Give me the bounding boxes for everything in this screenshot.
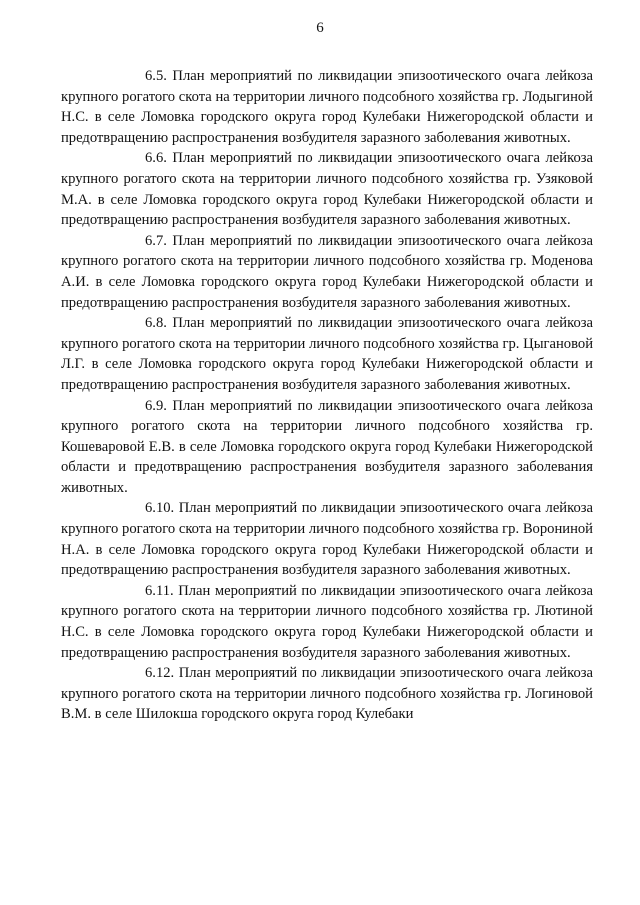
list-item xyxy=(61,148,593,230)
list-item xyxy=(61,313,593,395)
item-text: План мероприятий по ликвидации эпизоотического очага лейкоза крупного рогатого скота на территории личного подсобного хозяйства гр. Узяковой М.А. в селе Ломовка городского округа город Кулебаки Нижегородской области и предотвращению распространения возбудителя заразного заболевания животных. xyxy=(61,150,593,229)
item-text: План мероприятий по ликвидации эпизоотического очага лейкоза крупного рогатого скота на территории личного подсобного хозяйства гр. Ворониной Н.А. в селе Ломовка городского округа город Кулебаки Нижегородской области и предотвращению распространения возбудителя заразного заболевания животных. xyxy=(61,500,593,579)
item-text: План мероприятий по ликвидации эпизоотического очага лейкоза крупного рогатого скота на территории личного подсобного хозяйства гр. Цыгановой Л.Г. в селе Ломовка городского округа город Кулебаки Нижегородской области и предотвращению распространения возбудителя заразного заболевания животных. xyxy=(61,315,593,393)
item-number: 6.5. xyxy=(145,68,167,84)
list-item xyxy=(61,396,593,499)
item-number: 6.7. xyxy=(145,232,167,249)
item-number: 6.12. xyxy=(145,665,175,682)
document-body xyxy=(61,66,593,725)
item-text: План мероприятий по ликвидации эпизоотического очага лейкоза крупного рогатого скота на территории личного подсобного хозяйства гр. Моденова А.И. в селе Ломовка городского округа город Кулебаки Нижегородской области и предотвращению распространения возбудителя заразного заболевания животных. xyxy=(61,232,593,311)
list-item xyxy=(61,498,593,580)
item-text: План мероприятий по ликвидации эпизоотического очага лейкоза крупного рогатого скота на территории личного подсобного хозяйства гр. Логиновой В.М. в селе Шилокша городского округа город Кулебаки xyxy=(61,665,593,723)
item-number: 6.11. xyxy=(145,582,174,599)
item-number: 6.10. xyxy=(145,500,175,517)
item-text: План мероприятий по ликвидации эпизоотического очага лейкоза крупного рогатого скота на территории личного подсобного хозяйства гр. Лодыгиной Н.С. в селе Ломовка городского округа город Кулебаки Нижегородской области и предотвращению распространения возбудителя заразного заболевания животных. xyxy=(61,68,593,146)
list-item xyxy=(61,663,593,725)
list-item xyxy=(61,66,593,148)
item-number: 6.8. xyxy=(145,315,167,332)
item-text: План мероприятий по ликвидации эпизоотического очага лейкоза крупного рогатого скота на территории личного подсобного хозяйства гр. Кошеваровой Е.В. в селе Ломовка городского округа город Кулебаки Нижегородской области и предотвращению распространения возбудителя заразного заболевания животных. xyxy=(61,397,593,496)
item-number: 6.9. xyxy=(145,397,167,414)
page-number: 6 xyxy=(316,20,324,36)
list-item xyxy=(61,231,593,313)
list-item xyxy=(61,581,593,663)
item-text: План мероприятий по ликвидации эпизоотического очага лейкоза крупного рогатого скота на территории личного подсобного хозяйства гр. Лютиной Н.С. в селе Ломовка городского округа город Кулебаки Нижегородской области и предотвращению распространения возбудителя заразного заболевания животных. xyxy=(61,582,593,661)
item-number: 6.6. xyxy=(145,150,167,167)
